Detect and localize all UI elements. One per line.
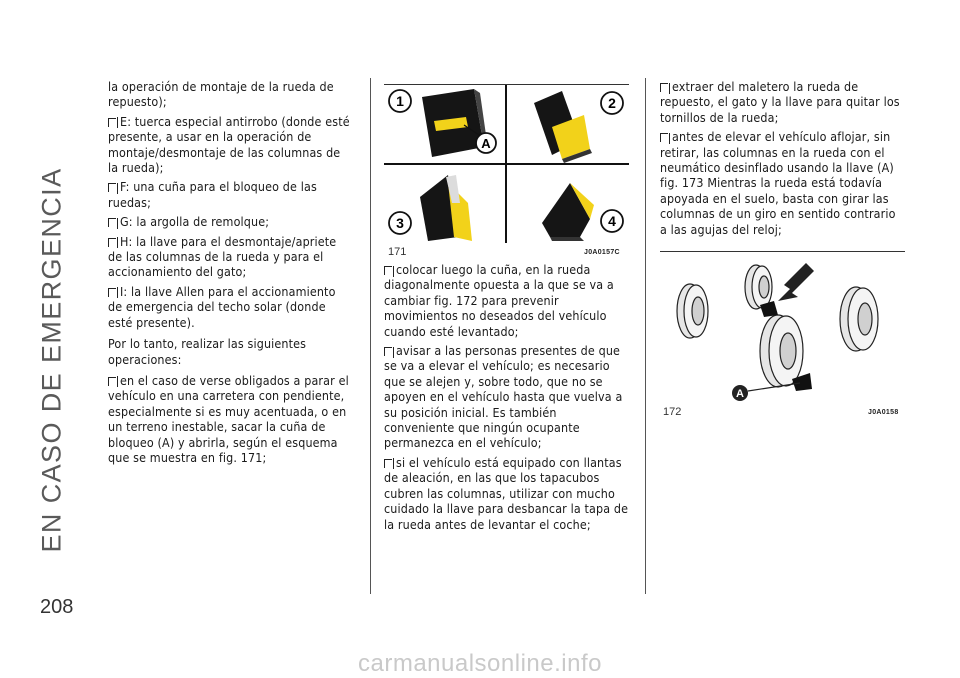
list-item: si el vehículo está equipado con llantas de aleación, en las que los tapacubos cubren las columnas, utilizar con mucho cuidado la llave para desbancar la tapa de la rueda antes de levantar el coche; [384, 454, 629, 532]
list-item: F: una cuña para el bloqueo de las ruedas; [108, 179, 317, 210]
checkbox-bullet-icon [660, 83, 668, 92]
col1-item-list [108, 114, 353, 330]
checkbox-bullet-icon [108, 288, 116, 297]
list-item: E: tuerca especial antirrobo (donde esté presente, a usar en la operación de montaje/desmontaje de las columnas de la rueda); [108, 113, 350, 176]
col1-paragraph: Por lo tanto, realizar las siguientes operaciones: [108, 336, 307, 367]
checkbox-bullet-icon [384, 347, 392, 356]
list-item: antes de elevar el vehículo aflojar, sin retirar, las columnas en la rueda con el neumático desinflado usando la llave (A) fig. 173 Mientras la rueda está todavía apoyada en el suelo, basta con girar las columnas de un giro en sentido contrario a las agujas del reloj; [660, 129, 896, 237]
panel-label: 2 [608, 95, 616, 111]
callout-label: A [481, 136, 491, 151]
checkbox-bullet-icon [660, 133, 668, 142]
list-item: H: la llave para el desmontaje/apriete de las columnas de la rueda y para el accionamiento del gato; [108, 233, 337, 280]
panel-label: 3 [396, 215, 404, 231]
column-2 [384, 262, 629, 536]
figure-172-top-rule [660, 251, 905, 252]
list-item: G: la argolla de remolque; [108, 214, 353, 229]
column-divider-2 [645, 78, 646, 594]
page-number: 208 [40, 596, 74, 618]
checkbox-bullet-icon [384, 266, 392, 275]
list-item: colocar luego la cuña, en la rueda diagonalmente opuesta a la que se va a cambiar fig. 172 para prevenir movimientos no deseados del vehículo cuando esté levantado; [384, 262, 614, 339]
checkbox-bullet-icon [108, 238, 116, 247]
panel-label: 1 [396, 93, 404, 109]
column-3 [660, 79, 905, 241]
figure-171-wedge-diagram [384, 85, 629, 243]
callout-label: A [736, 388, 744, 400]
column-1 [108, 79, 353, 469]
list-item: extraer del maletero la rueda de repuesto, el gato y la llave para quitar los tornillos de la rueda; [660, 79, 900, 125]
list-item: en el caso de verse obligados a parar el vehículo en una carretera con pendiente, especialmente si es muy acentuada, o en un terreno inestable, sacar la cuña de bloqueo (A) y abrirla, según el esquema que se muestra en fig. 171; [108, 372, 349, 465]
figure-172-wheel-wedge-diagram [660, 253, 905, 403]
checkbox-bullet-icon [108, 377, 116, 386]
list-item: I: la llave Allen para el accionamiento de emergencia del techo solar (donde esté presente). [108, 283, 336, 330]
panel-label: 4 [608, 213, 616, 229]
figure-172-number: 172 [663, 406, 682, 418]
col1-intro: la operación de montaje de la rueda de repuesto); [108, 79, 334, 110]
checkbox-bullet-icon [108, 183, 116, 192]
figure-171-code: J0A0157C [584, 249, 620, 256]
figure-171-number: 171 [388, 246, 407, 258]
checkbox-bullet-icon [108, 118, 116, 127]
figure-172-code: J0A0158 [868, 409, 899, 416]
checkbox-bullet-icon [108, 218, 116, 227]
watermark-footer: carmanualsonline.info [358, 650, 602, 677]
checkbox-bullet-icon [384, 459, 392, 468]
column-divider-1 [370, 78, 371, 594]
list-item: avisar a las personas presentes de que se va a elevar el vehículo; es necesario que se alejen y, sobre todo, que no se apoyen en el vehículo hasta que vuelva a su posición inicial. Es también conveniente que ningún ocupante permanezca en el vehículo; [384, 343, 623, 451]
